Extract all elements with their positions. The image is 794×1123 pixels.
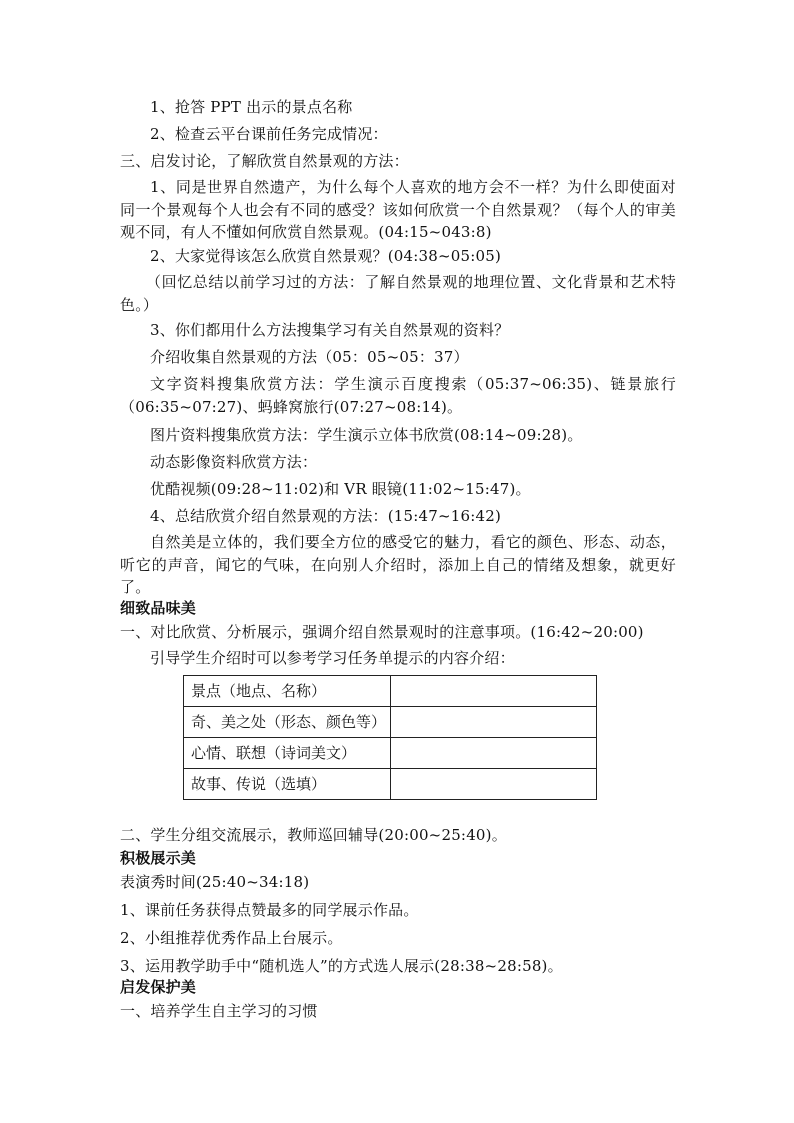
section-heading: 三、启发讨论，了解欣赏自然景观的方法：: [120, 152, 409, 170]
text-line: 1、抢答 PPT 出示的景点名称: [150, 98, 353, 116]
text-line: 2、小组推荐优秀作品上台展示。: [120, 929, 343, 947]
text-line: 优酷视频(09:28~11:02)和 VR 眼镜(11:02~15:47)。: [150, 480, 531, 498]
table-row: [184, 738, 597, 769]
paragraph: 1、同是世界自然遗产，为什么每个人喜欢的地方会不一样？为什么即使面对同一个景观每个人也会有不同的感受？该如何欣赏一个自然景观？（每个人的审美观不同，有人不懂如何欣赏自然景观。(04:15~043:8): [120, 178, 676, 241]
text-line: 引导学生介绍时可以参考学习任务单提示的内容介绍：: [150, 649, 515, 667]
section-heading-bold: 积极展示美: [120, 849, 197, 867]
table-cell-value: [391, 769, 597, 800]
table-cell-value: [391, 707, 597, 738]
text-line: 表演秀时间(25:40~34:18): [120, 873, 310, 891]
text-line: 4、总结欣赏介绍自然景观的方法：(15:47~16:42): [150, 507, 502, 525]
text-line: 3、你们都用什么方法搜集学习有关自然景观的资料？: [150, 321, 510, 339]
section-heading-bold: 启发保护美: [120, 978, 197, 996]
table-row: [184, 676, 597, 707]
text-line: 二、学生分组交流展示，教师巡回辅导(20:00~25:40)。: [120, 826, 507, 844]
table-row: [184, 707, 597, 738]
paragraph: 文字资料搜集欣赏方法：学生演示百度搜索（05:37~06:35)、链景旅行（06:35~07:27)、蚂蜂窝旅行(07:27~08:14)。: [120, 375, 676, 416]
text-line: 2、检查云平台课前任务完成情况：: [150, 125, 388, 143]
paragraph: 自然美是立体的，我们要全方位的感受它的魅力，看它的颜色、形态、动态，听它的声音，闻它的气味，在向别人介绍时，添加上自己的情绪及想象，就更好了。: [120, 533, 676, 596]
table-cell-label: 故事、传说（选填）: [184, 769, 391, 800]
table-row: [184, 769, 597, 800]
text-line: 图片资料搜集欣赏方法：学生演示立体书欣赏(08:14~09:28)。: [150, 426, 583, 444]
text-line: 3、运用教学助手中“随机选人”的方式选人展示(28:38~28:58)。: [120, 957, 563, 975]
paragraph: （回忆总结以前学习过的方法：了解自然景观的地理位置、文化背景和艺术特色。）: [120, 273, 676, 314]
table-cell-label: 奇、美之处（形态、颜色等）: [184, 707, 391, 738]
text-line: 2、大家觉得该怎么欣赏自然景观？(04:38~05:05): [150, 247, 502, 265]
table-cell-label: 景点（地点、名称）: [184, 676, 391, 707]
text-line: 1、课前任务获得点赞最多的同学展示作品。: [120, 901, 419, 919]
text-line: 一、对比欣赏、分析展示，强调介绍自然景观时的注意事项。(16:42~20:00): [120, 623, 644, 641]
task-table: [183, 675, 597, 800]
table-cell-label: 心情、联想（诗词美文）: [184, 738, 391, 769]
table-cell-value: [391, 738, 597, 769]
table-cell-value: [391, 676, 597, 707]
text-line: 动态影像资料欣赏方法：: [150, 453, 318, 471]
text-line: 介绍收集自然景观的方法（05：05~05：37）: [150, 348, 469, 366]
text-line: 一、培养学生自主学习的习惯: [120, 1002, 318, 1020]
section-heading-bold: 细致品味美: [120, 599, 197, 617]
